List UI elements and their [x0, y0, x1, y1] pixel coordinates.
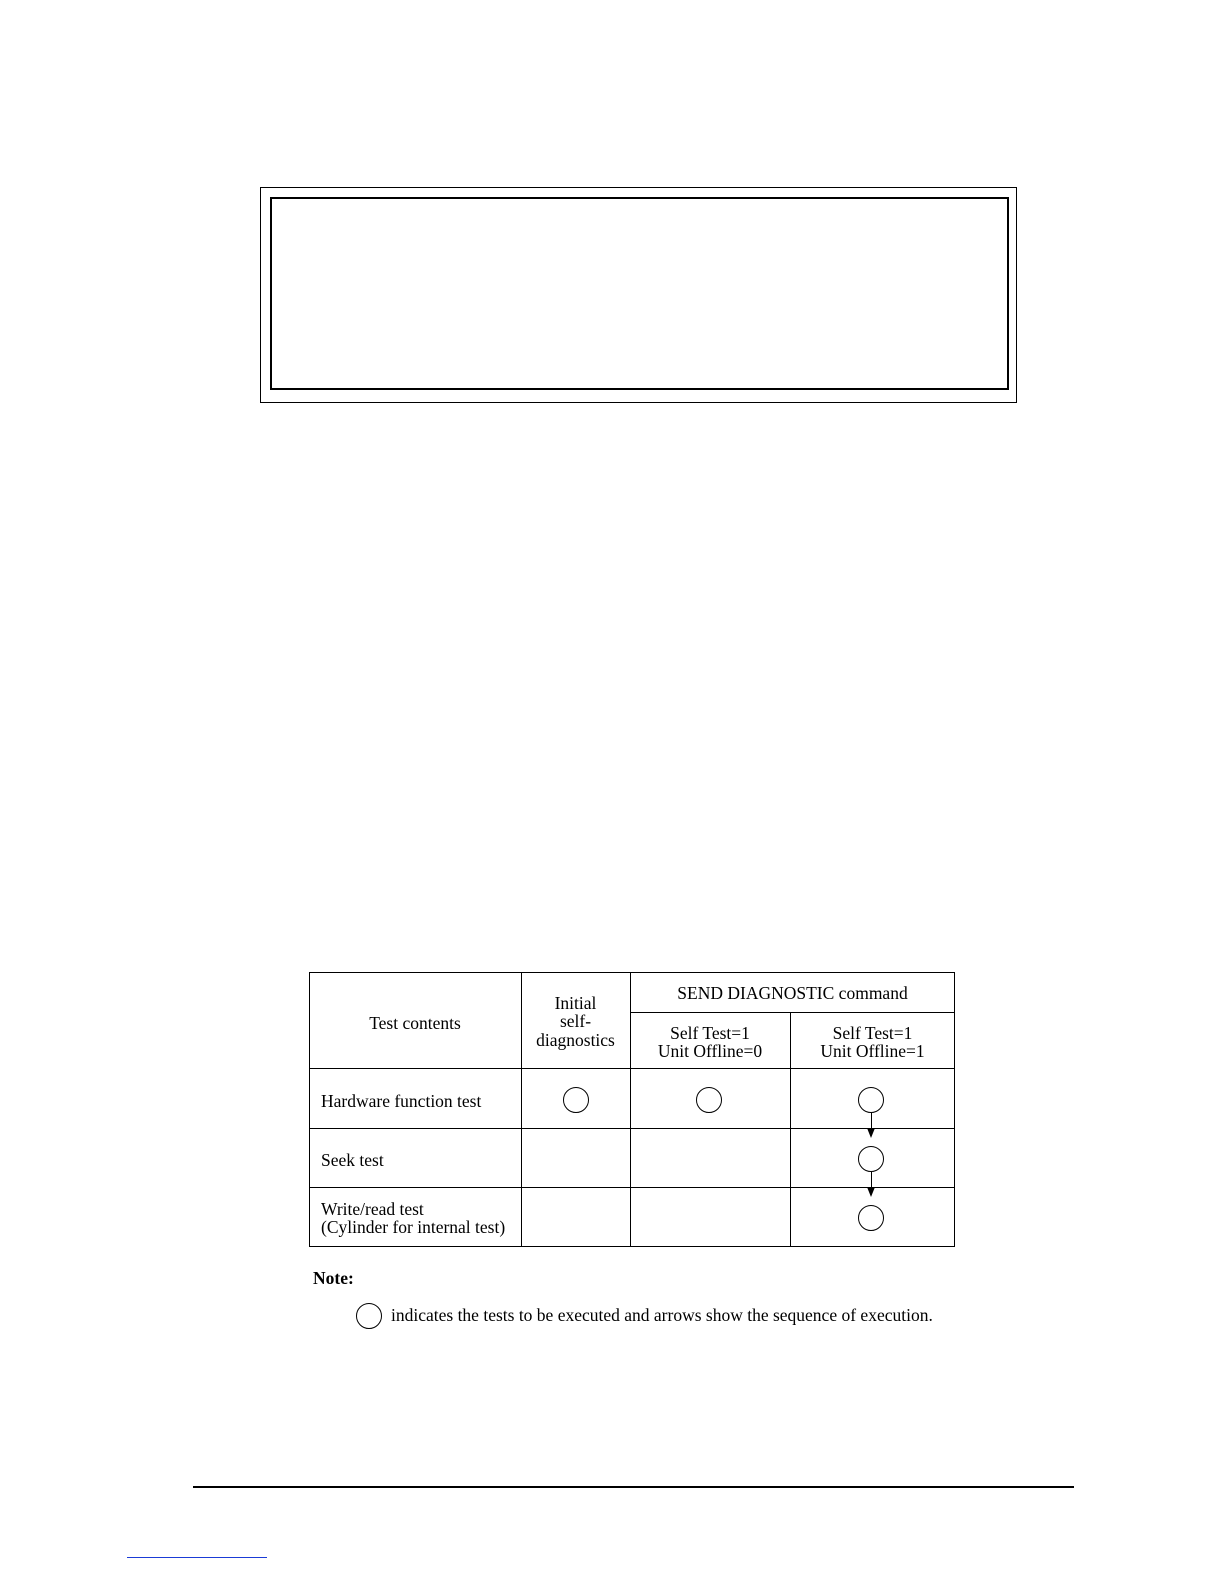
table-divider-h-sub: [630, 1012, 955, 1013]
header-col4-line2: Unit Offline=1: [820, 1041, 925, 1061]
execution-circle-icon: [858, 1205, 884, 1231]
inner-frame-box: [270, 197, 1009, 390]
table-border-top: [309, 972, 955, 973]
header-initial-line2: self-: [559, 1011, 592, 1031]
execution-circle-icon: [563, 1087, 589, 1113]
footer-link-underline: [127, 1557, 267, 1558]
arrow-down-icon: [867, 1128, 875, 1138]
sequence-arrow-shaft: [871, 1172, 872, 1187]
sequence-arrow-shaft: [871, 1113, 872, 1128]
table-divider-h3: [309, 1187, 955, 1188]
row-label-hardware-function-test: Hardware function test: [321, 1091, 482, 1111]
table-border-bottom: [309, 1246, 955, 1247]
header-initial-line1: Initial: [554, 993, 597, 1013]
execution-circle-icon: [858, 1146, 884, 1172]
row-label-cylinder-note: (Cylinder for internal test): [321, 1217, 506, 1237]
arrow-down-icon: [867, 1187, 875, 1197]
legend-circle-icon: [356, 1303, 382, 1329]
note-label: Note:: [313, 1268, 354, 1288]
header-test-contents: Test contents: [369, 1013, 461, 1033]
execution-circle-icon: [858, 1087, 884, 1113]
header-col4-line1: Self Test=1: [832, 1023, 913, 1043]
row-label-seek-test: Seek test: [321, 1150, 384, 1170]
header-col3-line2: Unit Offline=0: [657, 1041, 763, 1061]
note-text: indicates the tests to be executed and arrows show the sequence of execution.: [391, 1305, 933, 1325]
table-divider-v2: [630, 972, 631, 1247]
header-send-diagnostic: SEND DIAGNOSTIC command: [677, 983, 908, 1003]
footer-rule: [193, 1486, 1074, 1488]
table-divider-h1: [309, 1068, 955, 1069]
table-border-right: [954, 972, 955, 1247]
header-col3-line1: Self Test=1: [670, 1023, 750, 1043]
row-label-write-read-test: Write/read test: [321, 1199, 424, 1219]
header-initial-line3: diagnostics: [536, 1030, 615, 1050]
execution-circle-icon: [696, 1087, 722, 1113]
table-divider-h2: [309, 1128, 955, 1129]
